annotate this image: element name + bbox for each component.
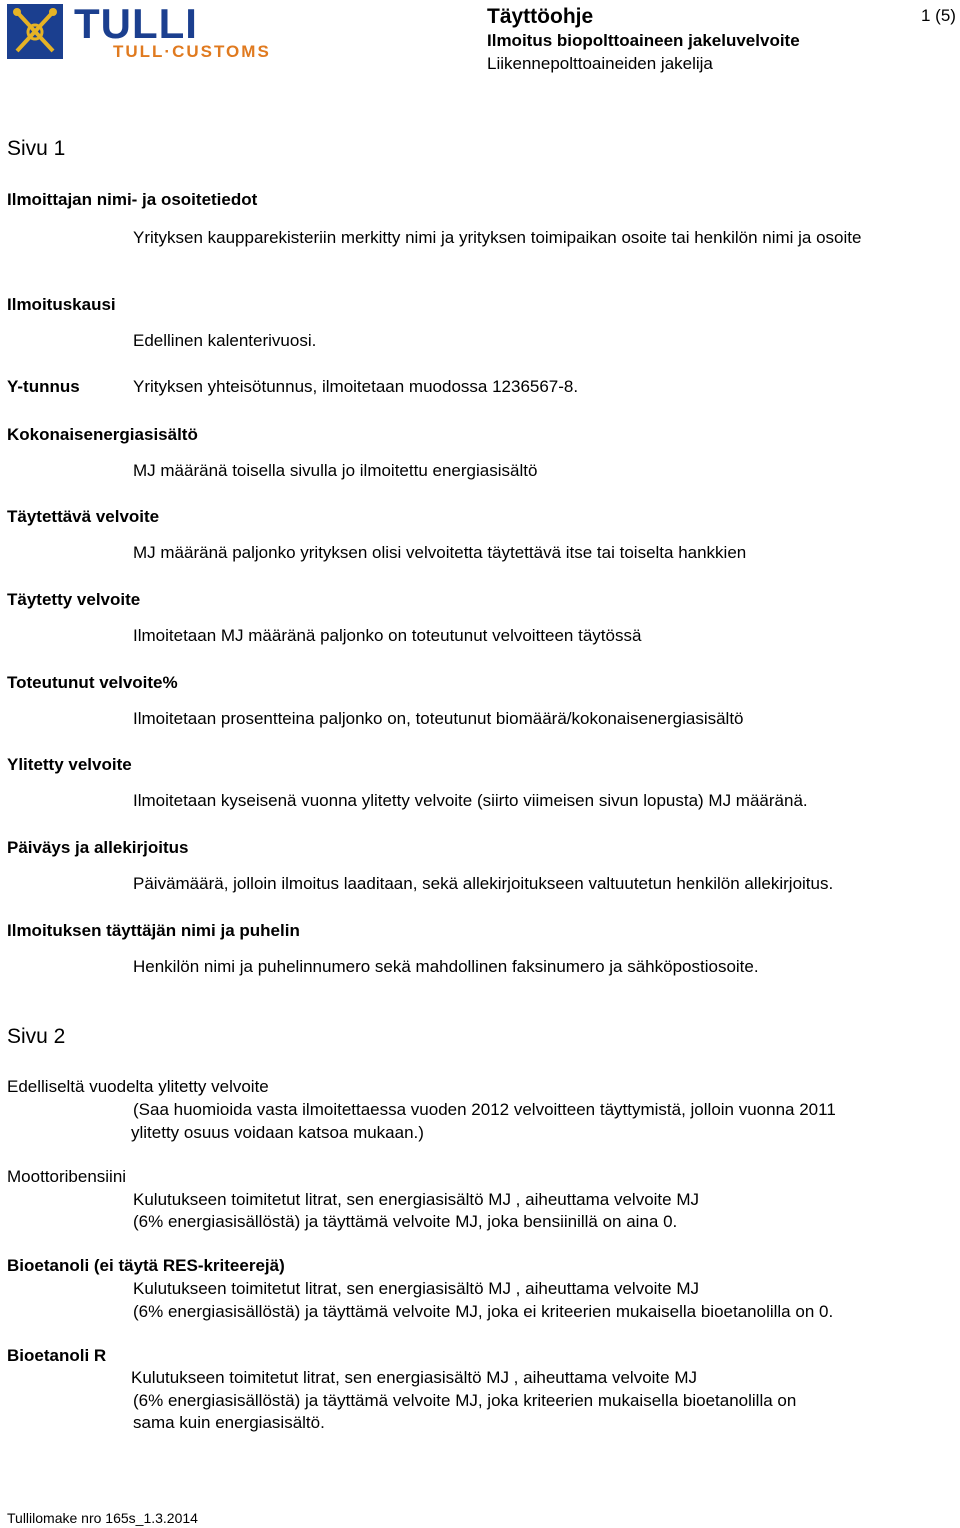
field-label: Y-tunnus xyxy=(7,377,80,396)
customs-emblem-icon xyxy=(7,4,63,59)
field-description: MJ määränä paljonko yrityksen olisi velvoitetta täytettävä itse tai toiselta hankkien xyxy=(133,543,747,562)
document-title: Täyttöohje xyxy=(487,5,594,28)
field-description: Yrityksen kaupparekisteriin merkitty nimi ja yrityksen toimipaikan osoite tai henkilön nimi ja osoite xyxy=(133,228,862,247)
field-label: Täytettävä velvoite xyxy=(7,507,160,526)
field-description: (6% energiasisällöstä) ja täyttämä velvoite MJ, joka kriteerien mukaisella bioetanolilla on xyxy=(133,1391,797,1410)
field-label: Päiväys ja allekirjoitus xyxy=(7,838,189,857)
field-label: Edelliseltä vuodelta ylitetty velvoite xyxy=(7,1077,269,1096)
document-subtitle: Ilmoitus biopolttoaineen jakeluvelvoite xyxy=(487,31,800,50)
field-description: Ilmoitetaan MJ määränä paljonko on toteutunut velvoitteen täytössä xyxy=(133,626,642,645)
field-label: Täytetty velvoite xyxy=(7,590,141,609)
field-description: Henkilön nimi ja puhelinnumero sekä mahdollinen faksinumero ja sähköpostiosoite. xyxy=(133,957,759,976)
field-label: Kokonaisenergiasisältö xyxy=(7,425,198,444)
field-description: (6% energiasisällöstä) ja täyttämä velvoite MJ, joka ei kriteerien mukaisella bioetanolilla on 0. xyxy=(133,1302,834,1321)
field-description: MJ määränä toisella sivulla jo ilmoitettu energiasisältö xyxy=(133,461,538,480)
document-subtitle-2: Liikennepolttoaineiden jakelija xyxy=(487,54,713,73)
field-label: Moottoribensiini xyxy=(7,1167,127,1186)
field-description: Päivämäärä, jolloin ilmoitus laaditaan, sekä allekirjoitukseen valtuutetun henkilön allekirjoitus. xyxy=(133,874,834,893)
field-label: Ylitetty velvoite xyxy=(7,755,132,774)
field-description: Kulutukseen toimitetut litrat, sen energiasisältö MJ , aiheuttama velvoite MJ xyxy=(133,1279,699,1298)
field-description: (6% energiasisällöstä) ja täyttämä velvoite MJ, joka bensiinillä on aina 0. xyxy=(133,1212,678,1231)
form-number: Tullilomake nro 165s_1.3.2014 xyxy=(7,1510,198,1526)
field-label: Bioetanoli R xyxy=(7,1346,107,1365)
page-number: 1 (5) xyxy=(921,6,956,25)
field-description: Edellinen kalenterivuosi. xyxy=(133,331,317,350)
field-label: Ilmoituksen täyttäjän nimi ja puhelin xyxy=(7,921,300,940)
field-label: Bioetanoli (ei täytä RES-kriteerejä) xyxy=(7,1256,285,1275)
field-description: (Saa huomioida vasta ilmoitettaessa vuoden 2012 velvoitteen täyttymistä, jolloin vuonna 2011 xyxy=(133,1100,836,1119)
field-description: Ilmoitetaan kyseisenä vuonna ylitetty velvoite (siirto viimeisen sivun lopusta) MJ määränä. xyxy=(133,791,808,810)
logo-brand: TULLI xyxy=(74,0,198,47)
field-description: sama kuin energiasisältö. xyxy=(133,1413,325,1432)
field-label: Toteutunut velvoite% xyxy=(7,673,178,692)
field-label: Ilmoituskausi xyxy=(7,295,116,314)
field-description: Ilmoitetaan prosentteina paljonko on, toteutunut biomäärä/kokonaisenergiasisältö xyxy=(133,709,744,728)
logo-sub-brand: TULL·CUSTOMS xyxy=(113,42,271,61)
field-description: Yrityksen yhteisötunnus, ilmoitetaan muodossa 1236567-8. xyxy=(133,377,579,396)
field-description: ylitetty osuus voidaan katsoa mukaan.) xyxy=(131,1123,424,1142)
section-heading-page2: Sivu 2 xyxy=(7,1025,66,1048)
field-description: Kulutukseen toimitetut litrat, sen energiasisältö MJ , aiheuttama velvoite MJ xyxy=(131,1368,697,1387)
field-description: Kulutukseen toimitetut litrat, sen energiasisältö MJ , aiheuttama velvoite MJ xyxy=(133,1190,699,1209)
section-heading-page1: Sivu 1 xyxy=(7,137,66,160)
field-label: Ilmoittajan nimi- ja osoitetiedot xyxy=(7,190,258,209)
